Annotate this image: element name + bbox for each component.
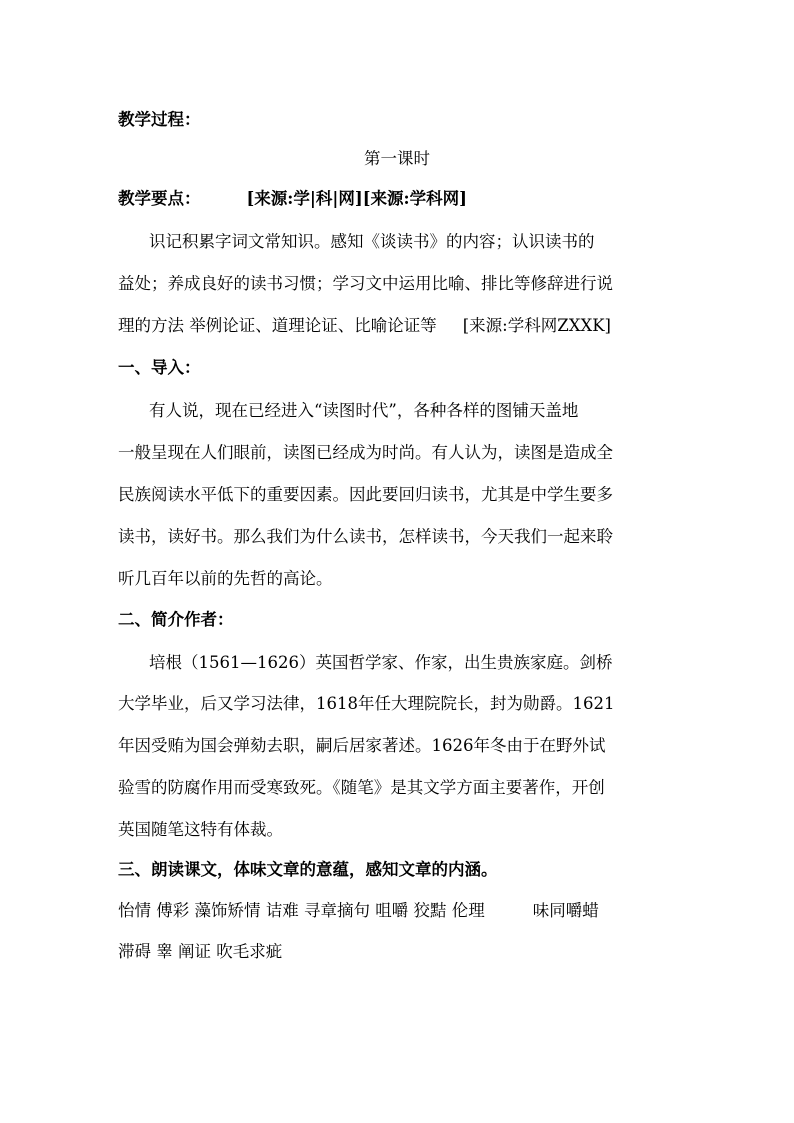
objectives-line-2: 益处；养成良好的读书习惯；学习文中运用比喻、排比等修辞进行说 — [118, 274, 613, 293]
objectives-line-3 — [118, 314, 678, 338]
objectives-line-3-text: 理的方法 举例论证、道理论证、比喻论证等 — [118, 316, 437, 335]
intro-line: 读书，读好书。那么我们为什么读书，怎样读书，今天我们一起来聆 — [118, 527, 613, 546]
intro-line: 一般呈现在人们眼前，读图已经成为时尚。有人认为，读图是造成全 — [118, 443, 613, 462]
objectives-line-1: 识记积累字词文常知识。感知《谈读书》的内容；认识读书的 — [149, 232, 595, 251]
author-line: 大学毕业，后又学习法律，1618年任大理院院长，封为勋爵。1621 — [118, 694, 615, 713]
author-heading: 二、简介作者： — [118, 610, 234, 629]
lesson-title: 第一课时 — [364, 149, 430, 168]
objectives-source-tag: [来源:学科网ZXXK] — [462, 316, 611, 335]
key-points-label: 教学要点： — [118, 189, 201, 208]
intro-line: 有人说，现在已经进入“读图时代”，各种各样的图铺天盖地 — [149, 401, 579, 420]
vocab-words-b: 味同嚼蜡 — [532, 901, 599, 920]
intro-heading: 一、导入： — [118, 358, 201, 377]
author-line: 培根（1561—1626）英国哲学家、作家，出生贵族家庭。剑桥 — [149, 653, 613, 672]
vocab-line-1 — [118, 899, 678, 923]
vocab-line-2: 滞碍 睾 阐证 吹毛求疵 — [118, 942, 283, 961]
author-line: 验雪的防腐作用而受寒致死。《随笔》是其文学方面主要著作，开创 — [118, 778, 605, 797]
reading-heading: 三、朗读课文，体味文章的意蕴，感知文章的内涵。 — [118, 860, 498, 879]
author-line: 年因受贿为国会弹劾去职，嗣后居家著述。1626年冬由于在野外试 — [118, 736, 606, 755]
author-line: 英国随笔这特有体裁。 — [118, 820, 283, 839]
intro-line: 听几百年以前的先哲的高论。 — [118, 569, 333, 588]
intro-line: 民族阅读水平低下的重要因素。因此要回归读书，尤其是中学生要多 — [118, 485, 613, 504]
process-title: 教学过程： — [118, 110, 201, 129]
vocab-words-a: 怡情 傅彩 藻饰矫情 诘难 寻章摘句 咀嚼 狡黠 伦理 — [118, 901, 485, 920]
key-points-source-tag: [来源:学|科|网][来源:学科网] — [246, 189, 467, 208]
key-points-row — [118, 187, 678, 211]
